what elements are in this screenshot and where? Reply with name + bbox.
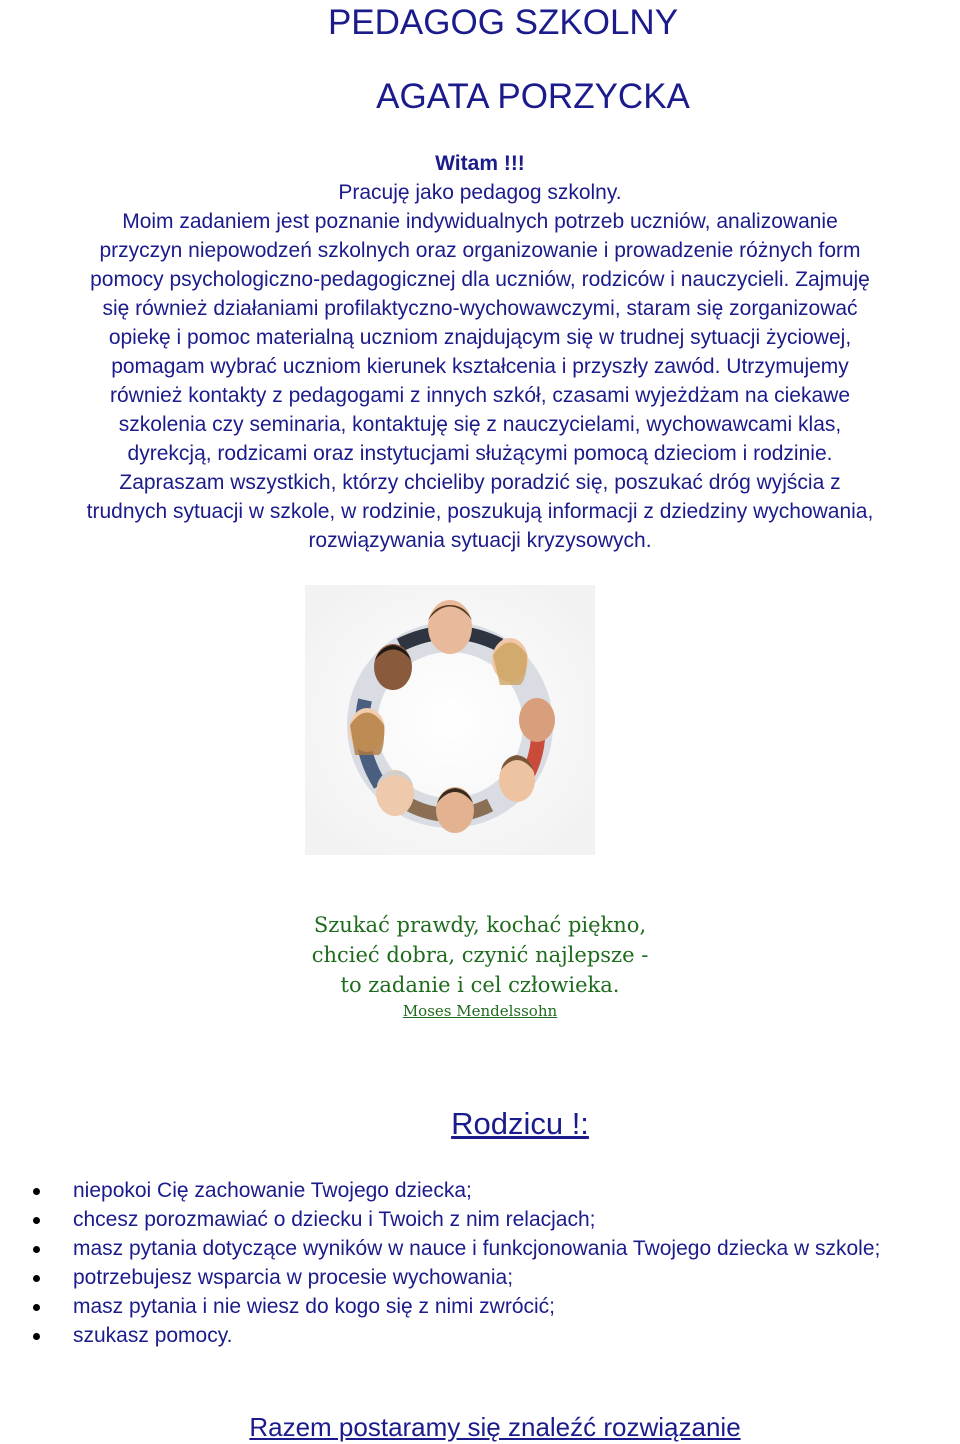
quote-line: chcieć dobra, czynić najlepsze -	[311, 943, 649, 967]
list-item	[0, 1234, 960, 1263]
bullet-icon	[33, 1246, 40, 1253]
quote-block	[0, 910, 960, 1022]
intro-line: przyczyn niepowodzeń szkolnych oraz organizowanie i prowadzenie różnych form	[99, 239, 861, 262]
quote-author-link[interactable]: Moses Mendelssohn	[402, 1002, 558, 1020]
quote-line: to zadanie i cel człowieka.	[340, 973, 620, 997]
quote-line: Szukać prawdy, kochać piękno,	[313, 913, 647, 937]
intro-line: Pracuję jako pedagog szkolny.	[338, 181, 622, 204]
list-item-text: potrzebujesz wsparcia w procesie wychowania;	[73, 1266, 514, 1289]
intro-line: pomocy psychologiczno-pedagogicznej dla uczniów, rodziców i nauczycieli. Zajmuję	[90, 268, 870, 291]
bullet-icon	[33, 1275, 40, 1282]
list-item-text: szukasz pomocy.	[73, 1324, 233, 1347]
list-item-text: masz pytania i nie wiesz do kogo się z nimi zwrócić;	[73, 1295, 556, 1318]
list-item-text: chcesz porozmawiać o dziecku i Twoich z nim relacjach;	[73, 1208, 596, 1231]
bullet-icon	[33, 1188, 40, 1195]
bullet-icon	[33, 1304, 40, 1311]
intro-line: Zapraszam wszystkich, którzy chcieliby poradzić się, poszukać dróg wyjścia z	[119, 471, 841, 494]
intro-text	[0, 178, 960, 555]
list-item-text: masz pytania dotyczące wyników w nauce i funkcjonowania Twojego dziecka w szkole;	[73, 1237, 881, 1260]
intro-line: rozwiązywania sytuacji kryzysowych.	[308, 529, 652, 552]
counselor-name: AGATA PORZYCKA	[376, 77, 690, 116]
greeting: Witam !!!	[435, 152, 525, 175]
parents-list	[0, 1176, 960, 1350]
intro-line: pomagam wybrać uczniom kierunek kształcenia i przyszły zawód. Utrzymujemy	[111, 355, 849, 378]
intro-line: się również działaniami profilaktyczno-wychowawczymi, staram się zorganizować	[102, 297, 858, 320]
list-item	[0, 1321, 960, 1350]
bullet-icon	[33, 1217, 40, 1224]
list-item-text: niepokoi Cię zachowanie Twojego dziecka;	[73, 1179, 472, 1202]
people-circle-photo	[305, 585, 595, 855]
intro-line: trudnych sytuacji w szkole, w rodzinie, poszukują informacji z dziedziny wychowania,	[86, 500, 874, 523]
list-item	[0, 1263, 960, 1292]
list-item	[0, 1176, 960, 1205]
list-item	[0, 1205, 960, 1234]
intro-line: również kontakty z pedagogami z innych szkół, czasami wyjeżdżam na ciekawe	[110, 384, 850, 407]
bullet-icon	[33, 1333, 40, 1340]
parents-heading: Rodzicu !:	[451, 1106, 589, 1141]
intro-line: dyrekcją, rodzicami oraz instytucjami służącymi pomocą dzieciom i rodzinie.	[127, 442, 833, 465]
intro-line: szkolenia czy seminaria, kontaktuję się z nauczycielami, wychowawcami klas,	[118, 413, 842, 436]
intro-line: opiekę i pomoc materialną uczniom znajdującym się w trudnej sytuacji życiowej,	[108, 326, 852, 349]
closing-link[interactable]: Razem postaramy się znaleźć rozwiązanie	[249, 1412, 741, 1442]
page-title: PEDAGOG SZKOLNY	[327, 3, 679, 42]
list-item	[0, 1292, 960, 1321]
intro-line: Moim zadaniem jest poznanie indywidualnych potrzeb uczniów, analizowanie	[122, 210, 838, 233]
